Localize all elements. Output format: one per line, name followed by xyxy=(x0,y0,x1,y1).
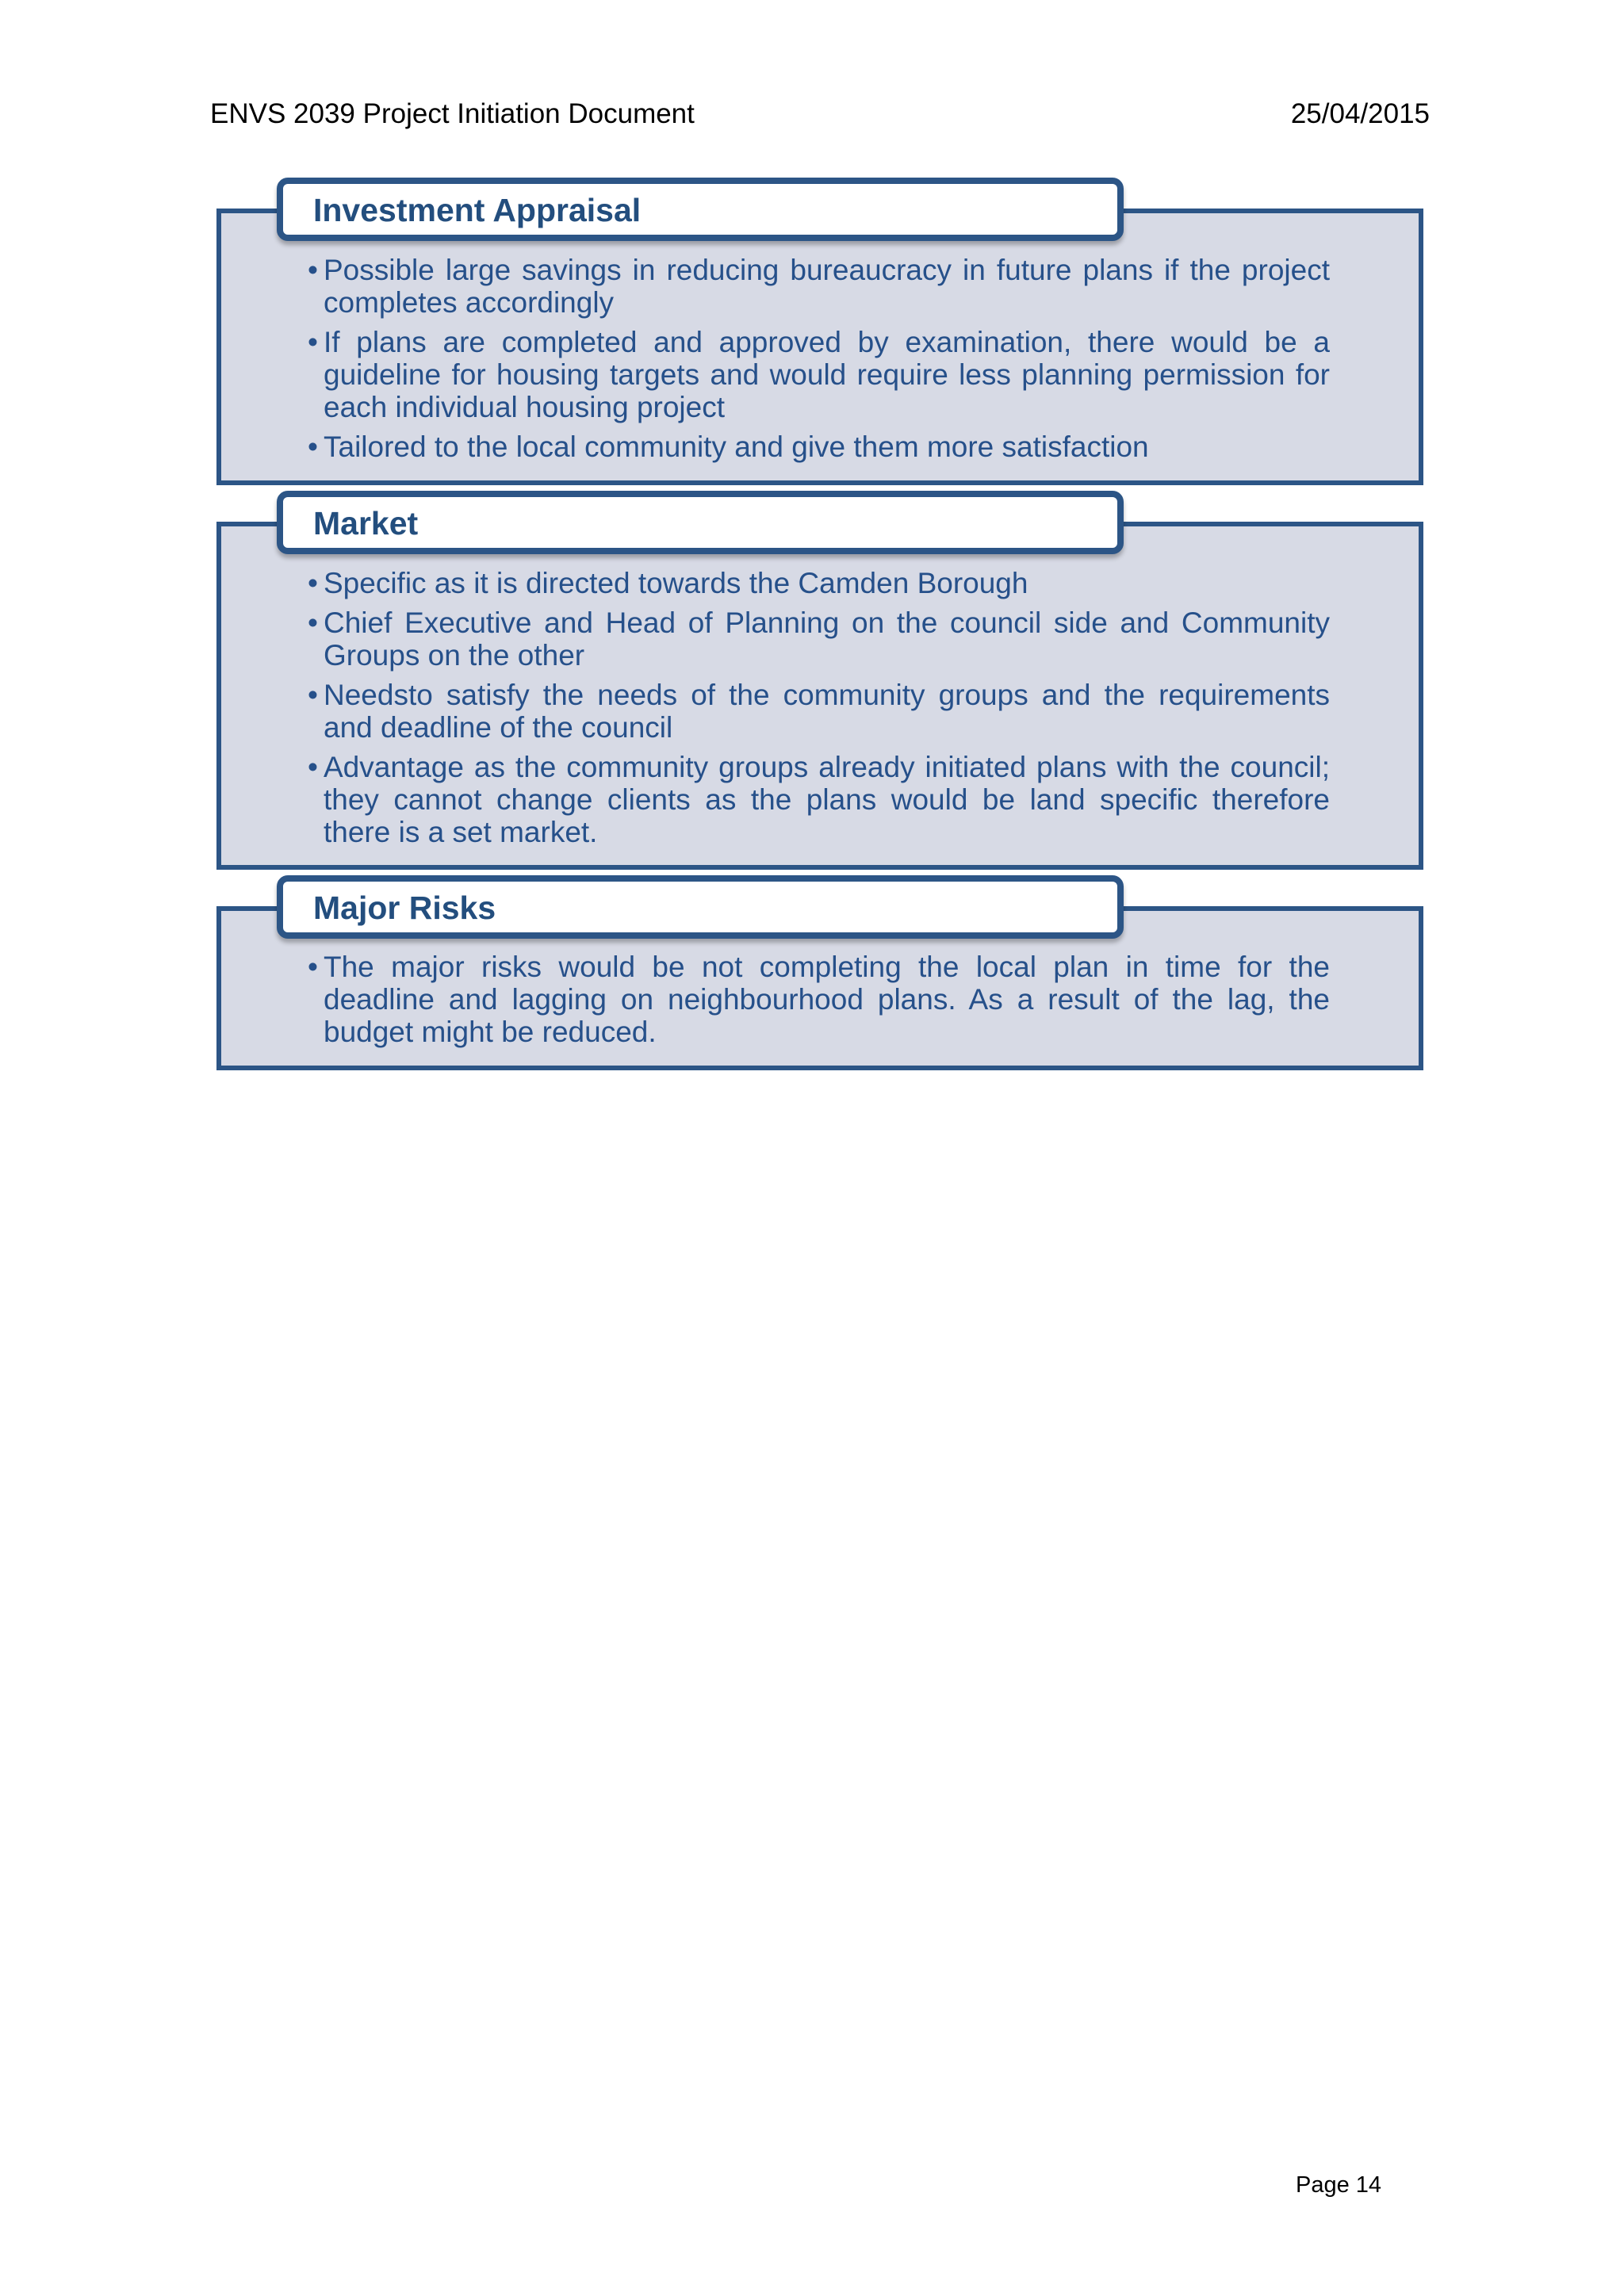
page-header xyxy=(210,98,1430,130)
section-title: Investment Appraisal xyxy=(313,192,642,228)
major-risks-header xyxy=(277,875,1124,939)
market-header xyxy=(277,491,1124,554)
document-date: 25/04/2015 xyxy=(1290,98,1430,129)
list-item: • The major risks would be not completing the local plan in time for the deadline and lagging on neighbourhood plans. As a result of the lag, the budget might be reduced. xyxy=(308,951,1330,1048)
investment-appraisal-header xyxy=(277,178,1124,241)
market-list xyxy=(308,567,1330,855)
list-item: • Chief Executive and Head of Planning on the council side and Community Groups on the other xyxy=(308,607,1330,672)
list-item: • Possible large savings in reducing bureaucracy in future plans if the project completes accordingly xyxy=(308,254,1330,319)
list-item: • Advantage as the community groups already initiated plans with the council; they cannot change clients as the plans would be land specific therefore there is a set market. xyxy=(308,751,1330,848)
section-title: Market xyxy=(313,505,419,541)
page-number: Page 14 xyxy=(1296,2172,1382,2198)
list-item: • Specific as it is directed towards the Camden Borough xyxy=(308,567,1028,599)
list-item: • Tailored to the local community and give them more satisfaction xyxy=(308,430,1149,463)
investment-appraisal-list xyxy=(308,254,1330,470)
list-item: • Needsto satisfy the needs of the community groups and the requirements and deadline of the council xyxy=(308,679,1330,744)
list-item: • If plans are completed and approved by examination, there would be a guideline for housing targets and would require less planning permission for each individual housing project xyxy=(308,326,1330,423)
major-risks-list xyxy=(308,951,1330,1055)
section-title: Major Risks xyxy=(313,890,496,926)
document-title: ENVS 2039 Project Initiation Document xyxy=(210,98,695,129)
